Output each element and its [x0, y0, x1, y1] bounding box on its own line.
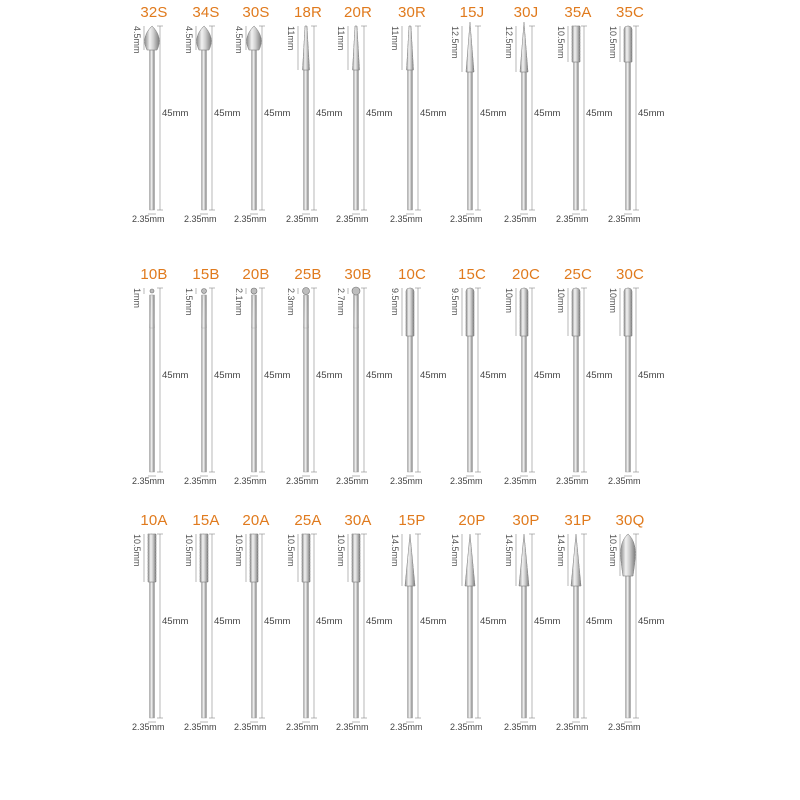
bit-20r [332, 4, 393, 234]
length-label: 45mm [366, 370, 393, 381]
tip-size-label: 12.5mm [450, 26, 460, 59]
bit-35c [604, 4, 665, 234]
length-label: 45mm [316, 370, 343, 381]
shank-diameter-label: 2.35mm [234, 214, 267, 224]
bit-30r [386, 4, 447, 234]
bit-code-label: 34S [192, 4, 220, 21]
bit-20p [446, 512, 507, 742]
bit-code-label: 15A [192, 512, 220, 529]
length-label: 45mm [264, 616, 291, 627]
bit-head [519, 534, 529, 586]
length-label: 45mm [214, 108, 241, 119]
shank-diameter-label: 2.35mm [234, 722, 267, 732]
length-label: 45mm [264, 370, 291, 381]
length-label: 45mm [264, 108, 291, 119]
length-label: 45mm [420, 370, 447, 381]
tip-size-label: 14.5mm [504, 534, 514, 567]
length-label: 45mm [214, 370, 241, 381]
bit-head [247, 26, 262, 50]
bit-code-label: 30P [512, 512, 540, 529]
bit-row-2 [0, 266, 800, 506]
bit-code-label: 31P [564, 512, 592, 529]
shank-diameter-label: 2.35mm [286, 214, 319, 224]
bit-head [302, 534, 310, 582]
shank-diameter-label: 2.35mm [132, 214, 165, 224]
bit-shank [522, 336, 527, 472]
bit-head [145, 26, 160, 50]
length-label: 45mm [420, 108, 447, 119]
length-label: 45mm [316, 108, 343, 119]
shank-diameter-label: 2.35mm [390, 722, 423, 732]
length-label: 45mm [162, 616, 189, 627]
tip-size-label: 4.5mm [132, 26, 142, 54]
length-label: 45mm [480, 370, 507, 381]
bit-shank [408, 70, 413, 210]
bit-10a [128, 512, 189, 742]
bit-head [406, 288, 414, 336]
bit-code-label: 30A [344, 512, 372, 529]
bit-10c [386, 266, 447, 496]
bit-shank [304, 582, 309, 718]
bit-code-label: 30R [397, 4, 427, 21]
tip-size-label: 12.5mm [504, 26, 514, 59]
bit-head [465, 534, 475, 586]
bit-head [405, 534, 415, 586]
bit-code-label: 30B [344, 266, 372, 283]
bit-code-label: 32S [140, 4, 168, 21]
bit-shank [150, 50, 155, 210]
bit-18r [282, 4, 343, 234]
bit-head [572, 26, 580, 62]
shank-diameter-label: 2.35mm [608, 214, 641, 224]
bit-code-label: 15B [192, 266, 220, 283]
bit-head [352, 534, 360, 582]
tip-size-label: 10.5mm [556, 26, 566, 59]
bit-25c [552, 266, 613, 496]
shank-diameter-label: 2.35mm [504, 214, 537, 224]
bit-shank [252, 50, 257, 210]
shank-diameter-label: 2.35mm [450, 476, 483, 486]
length-label: 45mm [534, 108, 561, 119]
bit-30p [500, 512, 561, 742]
bit-head [466, 22, 474, 72]
tip-size-label: 10.5mm [132, 534, 142, 567]
bit-30b [332, 266, 393, 496]
tip-size-label: 10.5mm [286, 534, 296, 567]
bit-35a [552, 4, 613, 234]
tip-size-label: 9.5mm [450, 288, 460, 316]
bit-row-3 [0, 512, 800, 752]
length-label: 45mm [162, 370, 189, 381]
bit-30c [604, 266, 665, 496]
bit-20a [230, 512, 291, 742]
bit-32s [128, 4, 189, 234]
tip-size-label: 11mm [390, 26, 400, 51]
shank-diameter-label: 2.35mm [504, 722, 537, 732]
bit-shank [202, 582, 207, 718]
tip-size-label: 1mm [132, 288, 142, 308]
shank-diameter-label: 2.35mm [336, 722, 369, 732]
tip-size-label: 10mm [556, 288, 566, 314]
bit-30a [332, 512, 393, 742]
bit-head [251, 288, 257, 294]
tip-size-label: 4.5mm [234, 26, 244, 54]
bit-code-label: 25A [294, 512, 322, 529]
tip-size-label: 1.5mm [184, 288, 194, 316]
tip-size-label: 10.5mm [184, 534, 194, 567]
bit-head [621, 534, 636, 576]
bit-shank [408, 336, 413, 472]
tip-size-label: 11mm [336, 26, 346, 51]
bit-head [202, 289, 207, 294]
tip-size-label: 10mm [504, 288, 514, 314]
length-label: 45mm [534, 370, 561, 381]
bit-head [466, 288, 474, 336]
bit-code-label: 10C [397, 266, 427, 283]
shank-diameter-label: 2.35mm [286, 722, 319, 732]
bit-code-label: 20P [458, 512, 486, 529]
bit-shank [408, 586, 413, 718]
bit-head [250, 534, 258, 582]
length-label: 45mm [638, 370, 665, 381]
shank-diameter-label: 2.35mm [556, 214, 589, 224]
shank-diameter-label: 2.35mm [608, 722, 641, 732]
shank-diameter-label: 2.35mm [184, 722, 217, 732]
bit-15j [446, 4, 507, 234]
bit-code-label: 20C [511, 266, 541, 283]
bit-25a [282, 512, 343, 742]
shank-diameter-label: 2.35mm [504, 476, 537, 486]
tip-size-label: 14.5mm [556, 534, 566, 567]
bit-shank [574, 62, 579, 210]
bit-head [571, 534, 581, 586]
shank-diameter-label: 2.35mm [336, 214, 369, 224]
bit-code-label: 20A [242, 512, 270, 529]
bit-head [352, 287, 360, 295]
shank-diameter-label: 2.35mm [234, 476, 267, 486]
length-label: 45mm [480, 108, 507, 119]
bit-shank [626, 62, 631, 210]
bit-code-label: 20R [343, 4, 373, 21]
length-label: 45mm [420, 616, 447, 627]
shank-diameter-label: 2.35mm [450, 722, 483, 732]
bit-shank [150, 582, 155, 718]
bit-code-label: 25C [563, 266, 593, 283]
shank-diameter-label: 2.35mm [390, 214, 423, 224]
shank-diameter-label: 2.35mm [556, 722, 589, 732]
tip-size-label: 9.5mm [390, 288, 400, 316]
shank-diameter-label: 2.35mm [608, 476, 641, 486]
tip-size-label: 10.5mm [608, 26, 618, 59]
length-label: 45mm [638, 616, 665, 627]
bit-code-label: 35C [615, 4, 645, 21]
bit-shank [468, 586, 473, 718]
bit-15p [386, 512, 447, 742]
bit-shank [626, 576, 631, 718]
length-label: 45mm [162, 108, 189, 119]
bit-code-label: 30Q [615, 512, 645, 529]
bit-30q [604, 512, 665, 742]
bit-shank [468, 72, 473, 210]
bit-shank [522, 586, 527, 718]
tip-size-label: 2.3mm [286, 288, 296, 316]
tip-size-label: 10.5mm [608, 534, 618, 567]
bit-34s [180, 4, 241, 234]
bit-row-1 [0, 4, 800, 244]
length-label: 45mm [638, 108, 665, 119]
bit-shank [468, 336, 473, 472]
bit-code-label: 30S [242, 4, 270, 21]
bit-code-label: 15P [398, 512, 426, 529]
shank-diameter-label: 2.35mm [286, 476, 319, 486]
length-label: 45mm [586, 108, 613, 119]
bit-code-label: 30J [513, 4, 539, 21]
bit-head [520, 22, 528, 72]
tip-size-label: 11mm [286, 26, 296, 51]
shank-diameter-label: 2.35mm [450, 214, 483, 224]
bit-15a [180, 512, 241, 742]
bit-shank [574, 586, 579, 718]
shank-diameter-label: 2.35mm [132, 722, 165, 732]
bit-head [148, 534, 156, 582]
bit-code-label: 30C [615, 266, 645, 283]
bit-head [624, 26, 632, 62]
bit-head [572, 288, 580, 336]
shank-diameter-label: 2.35mm [336, 476, 369, 486]
bit-code-label: 25B [294, 266, 322, 283]
shank-diameter-label: 2.35mm [184, 214, 217, 224]
bit-code-label: 15J [459, 4, 485, 21]
bit-head [197, 26, 212, 50]
bit-code-label: 35A [564, 4, 592, 21]
shank-diameter-label: 2.35mm [556, 476, 589, 486]
length-label: 45mm [366, 108, 393, 119]
bit-shank [354, 70, 359, 210]
tip-size-label: 14.5mm [450, 534, 460, 567]
bit-head [200, 534, 208, 582]
bit-shank [626, 336, 631, 472]
bit-shank [574, 336, 579, 472]
bit-head [150, 289, 154, 293]
length-label: 45mm [534, 616, 561, 627]
bit-head [520, 288, 528, 336]
bit-code-label: 10A [140, 512, 168, 529]
bit-shank [252, 582, 257, 718]
bit-shank [354, 582, 359, 718]
tip-size-label: 14.5mm [390, 534, 400, 567]
shank-diameter-label: 2.35mm [132, 476, 165, 486]
bit-head [303, 288, 310, 295]
bit-code-label: 20B [242, 266, 270, 283]
bit-shank [522, 72, 527, 210]
length-label: 45mm [214, 616, 241, 627]
bit-code-label: 18R [293, 4, 323, 21]
length-label: 45mm [366, 616, 393, 627]
bit-code-label: 15C [457, 266, 487, 283]
tip-size-label: 2.1mm [234, 288, 244, 316]
tip-size-label: 4.5mm [184, 26, 194, 54]
length-label: 45mm [586, 370, 613, 381]
bit-shank [304, 70, 309, 210]
bit-15c [446, 266, 507, 496]
tip-size-label: 10.5mm [336, 534, 346, 567]
tip-size-label: 10mm [608, 288, 618, 314]
bit-20c [500, 266, 561, 496]
length-label: 45mm [480, 616, 507, 627]
shank-diameter-label: 2.35mm [184, 476, 217, 486]
length-label: 45mm [316, 616, 343, 627]
bit-head [624, 288, 632, 336]
tip-size-label: 10.5mm [234, 534, 244, 567]
bit-shank [202, 50, 207, 210]
tip-size-label: 2.7mm [336, 288, 346, 316]
length-label: 45mm [586, 616, 613, 627]
bit-code-label: 10B [140, 266, 168, 283]
shank-diameter-label: 2.35mm [390, 476, 423, 486]
